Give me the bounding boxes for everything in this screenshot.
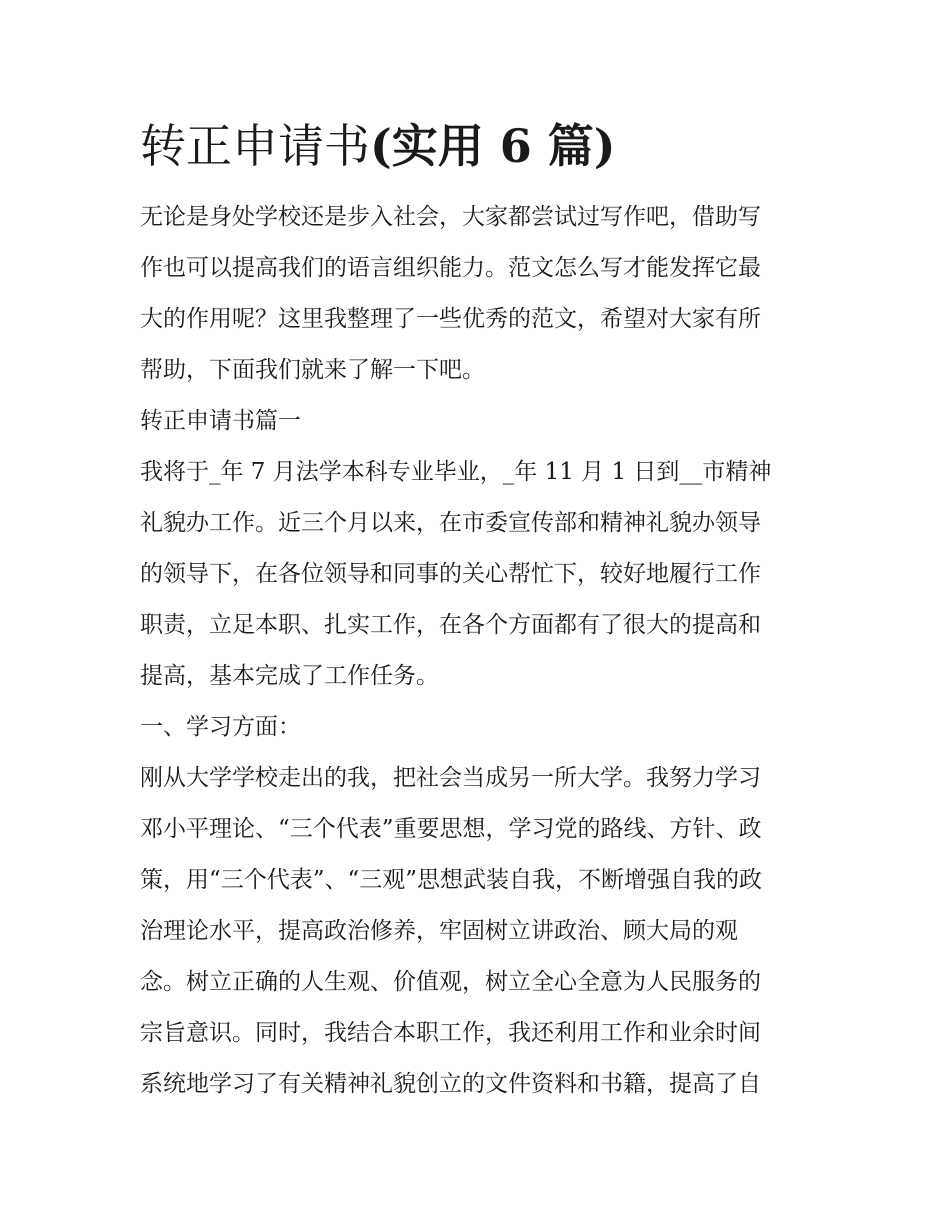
title-suffix: (实用 6 篇) bbox=[370, 119, 616, 173]
text-line: 无论是身处学校还是步入社会，大家都尝试过写作吧，借助写 bbox=[140, 204, 761, 230]
text-line: 治理论水平，提高政治修养，牢固树立讲政治、顾大局的观 bbox=[140, 918, 738, 944]
text-line: 宗旨意识。同时，我结合本职工作，我还利用工作和业余时间 bbox=[140, 1020, 761, 1046]
text-line: 帮助，下面我们就来了解一下吧。 bbox=[140, 357, 485, 383]
text-line: 作也可以提高我们的语言组织能力。范文怎么写才能发挥它最 bbox=[140, 255, 761, 281]
document-body bbox=[140, 112, 820, 1110]
text-line: 职责，立足本职、扎实工作，在各个方面都有了很大的提高和 bbox=[140, 612, 761, 638]
text-line: 转正申请书篇一 bbox=[140, 408, 301, 434]
text-line: 策，用“三个代表”、“三观”思想武装自我，不断增强自我的政 bbox=[140, 867, 763, 893]
text-line: 邓小平理论、“三个代表”重要思想，学习党的路线、方针、政 bbox=[140, 816, 762, 842]
text-line: 我将于_年 7 月法学本科专业毕业，_年 11 月 1 日到__市精神 bbox=[140, 459, 772, 485]
text-line: 提高，基本完成了工作任务。 bbox=[140, 663, 439, 689]
body-paragraph bbox=[140, 447, 820, 702]
subsection-heading bbox=[140, 702, 820, 753]
text-line: 大的作用呢？这里我整理了一些优秀的范文，希望对大家有所 bbox=[140, 306, 761, 332]
document-title bbox=[140, 112, 820, 180]
text-line: 念。树立正确的人生观、价值观，树立全心全意为人民服务的 bbox=[140, 969, 761, 995]
text-line: 礼貌办工作。近三个月以来，在市委宣传部和精神礼貌办领导 bbox=[140, 510, 761, 536]
section-heading bbox=[140, 396, 820, 447]
title-main: 转正申请书 bbox=[140, 119, 370, 173]
text-line: 的领导下，在各位领导和同事的关心帮忙下，较好地履行工作 bbox=[140, 561, 761, 587]
intro-paragraph bbox=[140, 192, 820, 396]
body-paragraph bbox=[140, 753, 820, 1110]
text-line: 一、学习方面： bbox=[140, 714, 301, 740]
text-line: 系统地学习了有关精神礼貌创立的文件资料和书籍，提高了自 bbox=[140, 1071, 761, 1097]
text-line: 刚从大学学校走出的我，把社会当成另一所大学。我努力学习 bbox=[140, 765, 761, 791]
